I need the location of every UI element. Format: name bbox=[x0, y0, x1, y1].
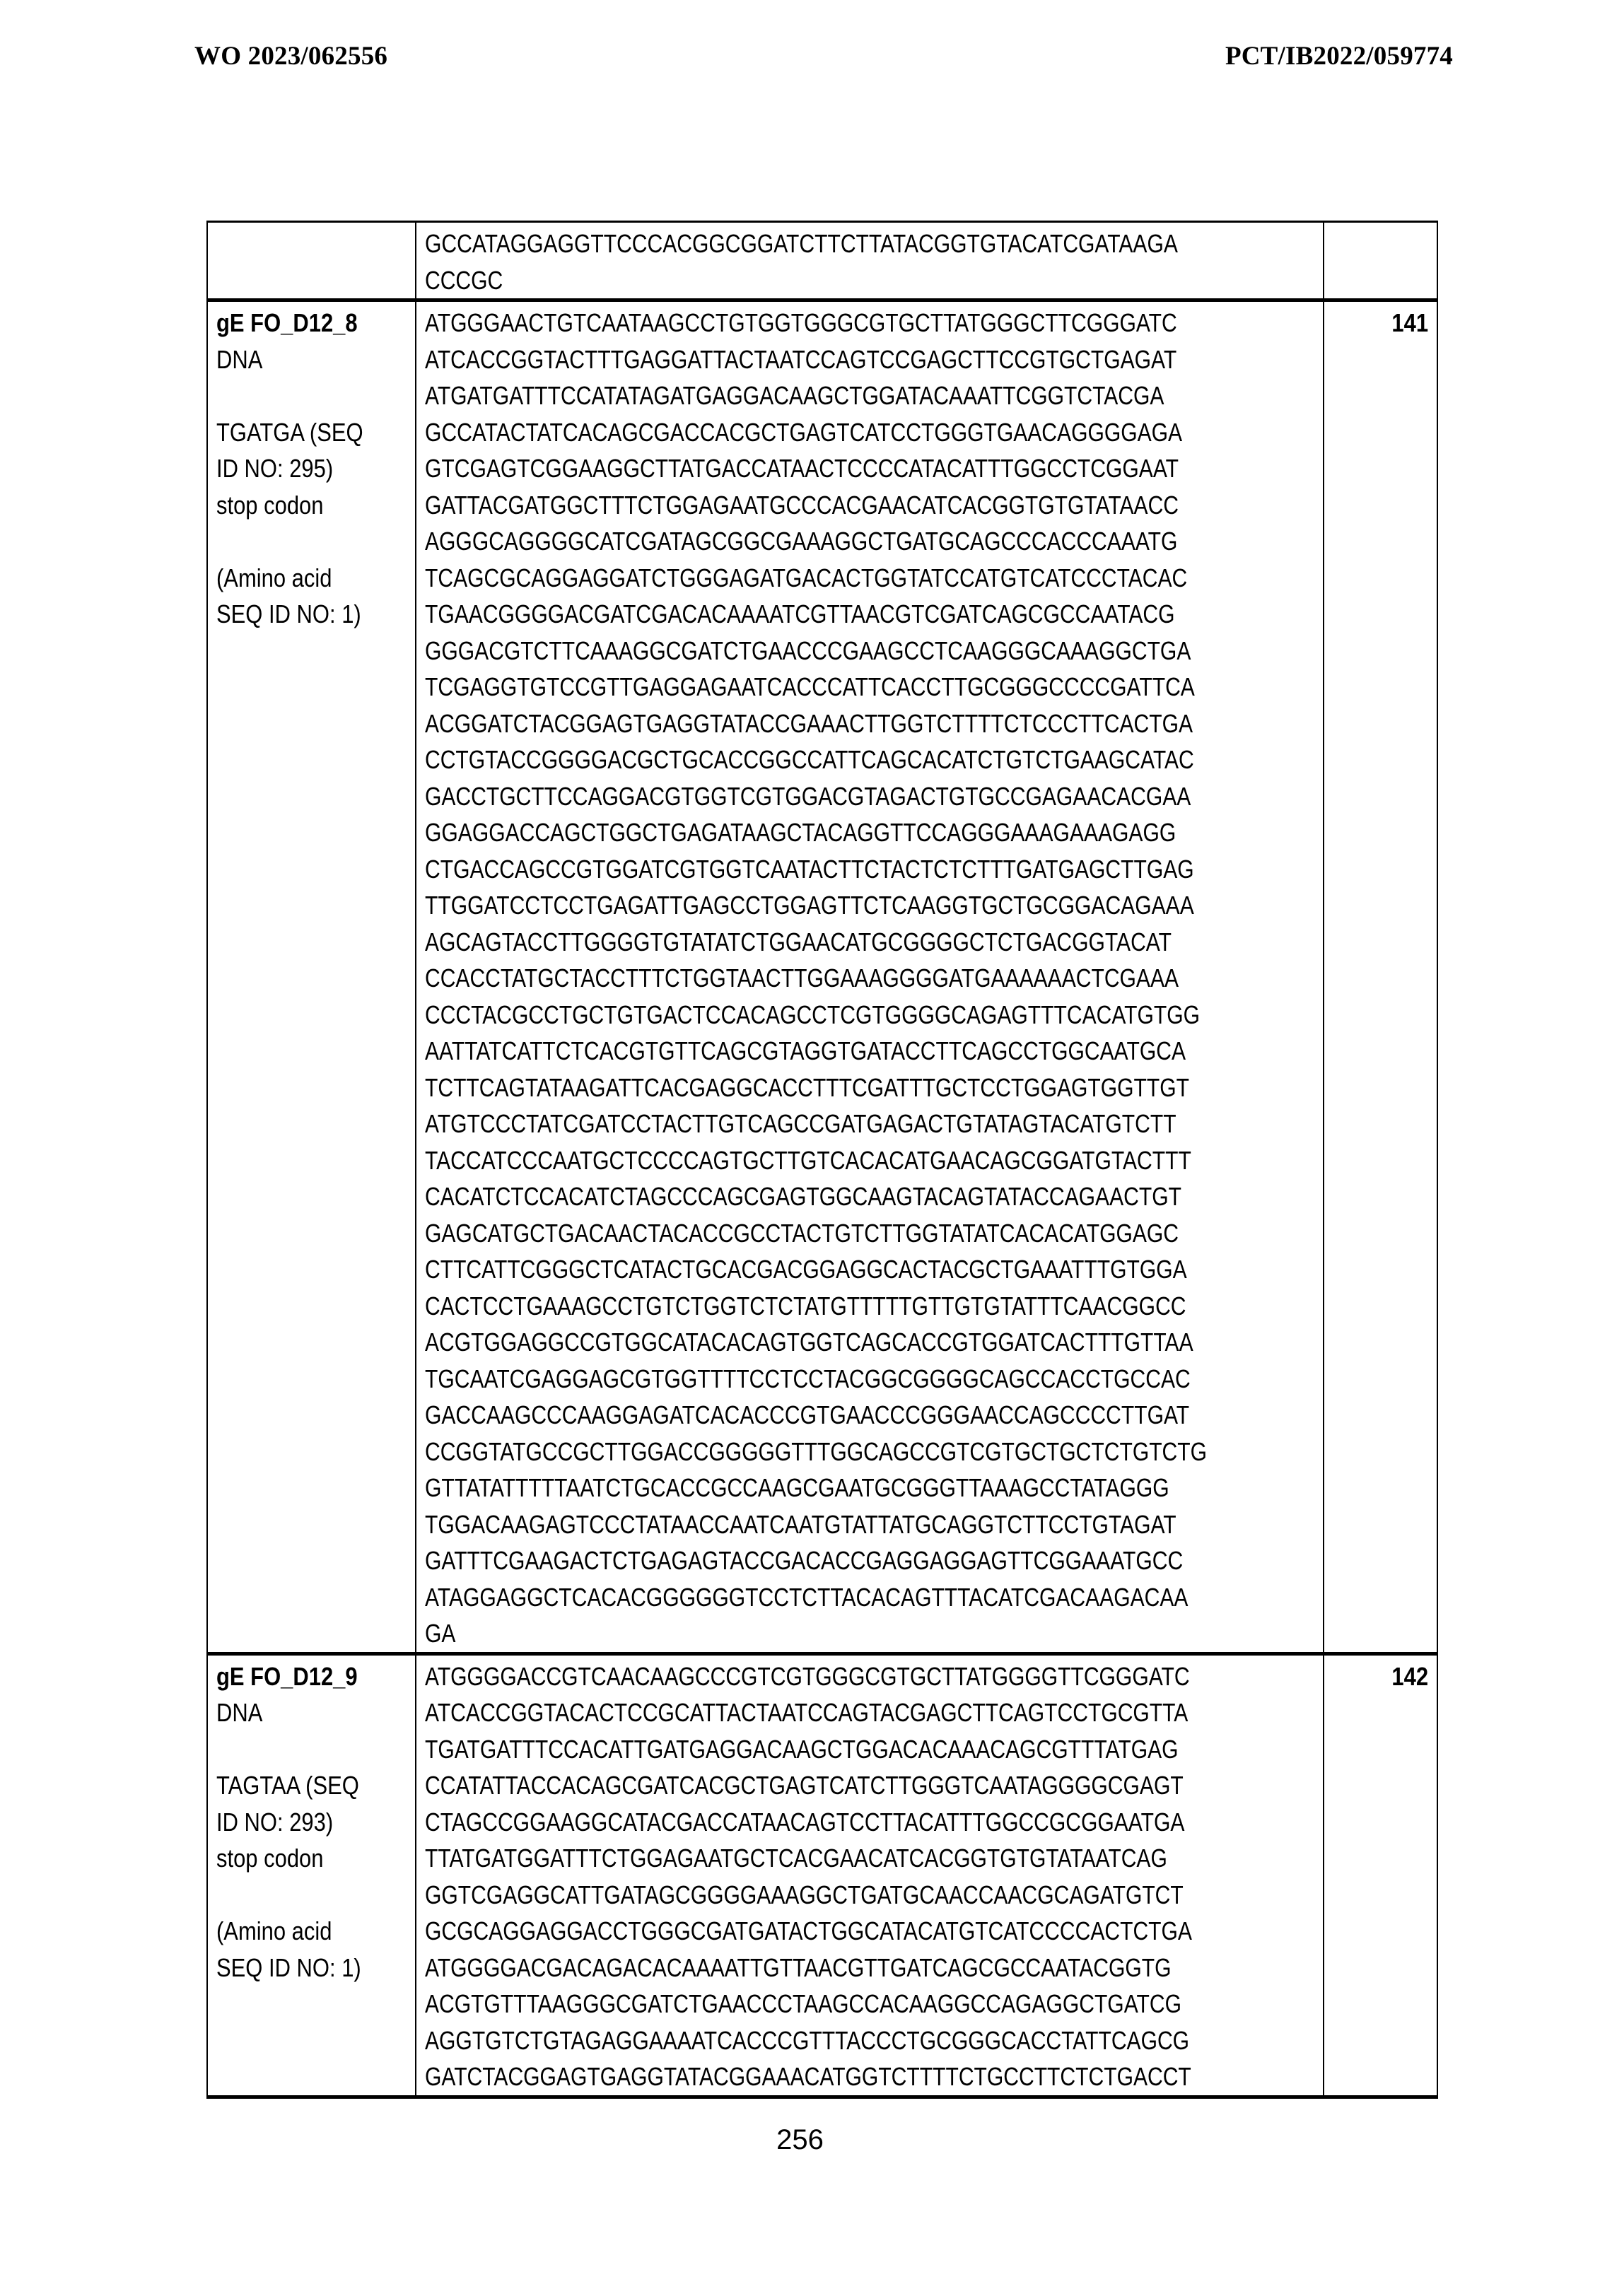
sequence-line: ACGTGGAGGCCGTGGCATACACAGTGGTCAGCACCGTGGATCACTTTGTTAA bbox=[425, 1328, 1193, 1357]
sequence-line: ATAGGAGGCTCACACGGGGGGTCCTCTTACACAGTTTACATCGACAAGACAA bbox=[425, 1582, 1189, 1612]
sequence-line: TTATGATGGATTTCTGGAGAATGCTCACGAACATCACGGTGTGTATAATCAG bbox=[425, 1844, 1167, 1873]
sequence-line: GGGACGTCTTCAAAGGCGATCTGAACCCGAAGCCTCAAGGGCAAAGGCTGA bbox=[425, 636, 1191, 665]
seq-id-cell bbox=[1324, 1653, 1437, 2097]
sequence-line: ATGGGAACTGTCAATAAGCCTGTGGTGGGCGTGCTTATGGGCTTCGGGATC bbox=[425, 308, 1177, 337]
sequence-cell bbox=[416, 222, 1324, 300]
sequence-line: CTAGCCGGAAGGCATACGACCATAACAGTCCTTACATTTGGCCGCGGAATGA bbox=[425, 1807, 1185, 1837]
sequence-line: CACATCTCCACATCTAGCCCAGCGAGTGGCAAGTACAGTATACCAGAACTGT bbox=[425, 1182, 1181, 1211]
construct-description-line: DNA bbox=[216, 1698, 263, 1727]
construct-description-line: stop codon bbox=[216, 490, 324, 520]
sequence-line: GATCTACGGAGTGAGGTATACGGAAACATGGTCTTTTCTGCCTTCTCTGACCT bbox=[425, 2062, 1191, 2091]
construct-description-line: DNA bbox=[216, 344, 263, 374]
sequence-line: CCCTACGCCTGCTGTGACTCCACAGCCTCGTGGGGCAGAGTTTCACATGTGG bbox=[425, 1000, 1201, 1029]
construct-description-line: TAGTAA (SEQ bbox=[216, 1771, 359, 1800]
sequence-line: CCTGTACCGGGGACGCTGCACCGGCCATTCAGCACATCTGTCTGAAGCATAC bbox=[425, 745, 1194, 774]
sequence-line: TGCAATCGAGGAGCGTGGTTTTCCTCCTACGGCGGGGCAGCCACCTGCCAC bbox=[425, 1364, 1191, 1393]
sequence-line: ATCACCGGTACTTTGAGGATTACTAATCCAGTCCGAGCTTCCGTGCTGAGAT bbox=[425, 344, 1177, 374]
sequence-line: GA bbox=[425, 1619, 456, 1648]
sequence-line: ATGATGATTTCCATATAGATGAGGACAAGCTGGATACAAATTCGGTCTACGA bbox=[425, 381, 1164, 410]
sequence-line: TACCATCCCAATGCTCCCCAGTGCTTGTCACACATGAACAGCGGATGTACTTT bbox=[425, 1145, 1191, 1175]
sequence-line: ATCACCGGTACACTCCGCATTACTAATCCAGTACGAGCTTCAGTCCTGCGTTA bbox=[425, 1698, 1189, 1727]
sequence-line: AGGTGTCTGTAGAGGAAAATCACCCGTTTACCCTGCGGGCACCTATTCAGCG bbox=[425, 2025, 1190, 2055]
sequence-line: ATGGGGACGACAGACACAAAATTGTTAACGTTGATCAGCGCCAATACGGTG bbox=[425, 1952, 1172, 1982]
sequence-line: TTGGATCCTCCTGAGATTGAGCCTGGAGTTCTCAAGGTGCTGCGGACAGAAA bbox=[425, 891, 1194, 920]
sequence-line: TGGACAAGAGTCCCTATAACCAATCAATGTATTATGCAGGTCTTCCTGTAGAT bbox=[425, 1509, 1176, 1539]
construct-description-line: SEQ ID NO: 1) bbox=[216, 1952, 361, 1982]
sequence-line: TCGAGGTGTCCGTTGAGGAGAATCACCCATTCACCTTGCGGGCCCCGATTCA bbox=[425, 672, 1195, 701]
sequence-line: GCCATAGGAGGTTCCCACGGCGGATCTTCTTATACGGTGTACATCGATAAGA bbox=[425, 229, 1178, 258]
construct-description-line bbox=[216, 1731, 407, 1768]
application-number: PCT/IB2022/059774 bbox=[1225, 42, 1453, 71]
publication-number: WO 2023/062556 bbox=[194, 42, 388, 71]
sequence-line: ATGGGGACCGTCAACAAGCCCGTCGTGGGCGTGCTTATGGGGTTCGGGATC bbox=[425, 1661, 1190, 1691]
construct-name: gE FO_D12_9 bbox=[216, 1661, 358, 1691]
sequence-line: CTTCATTCGGGCTCATACTGCACGACGGAGGCACTACGCTGAAATTTGTGGA bbox=[425, 1255, 1187, 1284]
sequence-line: CCCGC bbox=[425, 265, 503, 295]
construct-description-line: (Amino acid bbox=[216, 563, 332, 592]
construct-label-cell bbox=[207, 222, 416, 300]
sequence-line: AGGGCAGGGGCATCGATAGCGGCGAAAGGCTGATGCAGCCCACCCAAATG bbox=[425, 527, 1178, 556]
sequence-line: TGAACGGGGACGATCGACACAAAATCGTTAACGTCGATCAGCGCCAATACG bbox=[425, 599, 1175, 628]
table-row bbox=[207, 222, 1437, 300]
seq-id-number: 141 bbox=[1391, 308, 1428, 337]
sequence-line: GCGCAGGAGGACCTGGGCGATGATACTGGCATACATGTCATCCCCACTCTGA bbox=[425, 1916, 1192, 1945]
table-row bbox=[207, 1653, 1437, 2097]
construct-description-line: stop codon bbox=[216, 1844, 324, 1873]
sequence-line: GGTCGAGGCATTGATAGCGGGGAAAGGCTGATGCAACCAACGCAGATGTCT bbox=[425, 1880, 1184, 1909]
construct-description-line: ID NO: 295) bbox=[216, 454, 334, 483]
page-number: 256 bbox=[776, 2124, 824, 2155]
sequence-line: GAGCATGCTGACAACTACACCGCCTACTGTCTTGGTATATCACACATGGAGC bbox=[425, 1218, 1179, 1248]
sequence-cell bbox=[416, 300, 1324, 1654]
sequence-line: TCAGCGCAGGAGGATCTGGGAGATGACACTGGTATCCATGTCATCCCTACAC bbox=[425, 563, 1188, 592]
sequence-table-body bbox=[207, 222, 1437, 2097]
seq-id-number: 142 bbox=[1391, 1661, 1428, 1691]
construct-description-line bbox=[216, 523, 407, 560]
seq-id-cell bbox=[1324, 300, 1437, 1654]
construct-label-cell bbox=[207, 300, 416, 1654]
sequence-line: GATTACGATGGCTTTCTGGAGAATGCCCACGAACATCACGGTGTGTATAACC bbox=[425, 490, 1179, 520]
sequence-line: GTCGAGTCGGAAGGCTTATGACCATAACTCCCCATACATTTGGCCTCGGAAT bbox=[425, 454, 1179, 483]
sequence-line: TCTTCAGTATAAGATTCACGAGGCACCTTTCGATTTGCTCCTGGAGTGGTTGT bbox=[425, 1072, 1189, 1102]
sequence-line: GGAGGACCAGCTGGCTGAGATAAGCTACAGGTTCCAGGGAAAGAAAGAGG bbox=[425, 818, 1176, 847]
sequence-line: AGCAGTACCTTGGGGTGTATATCTGGAACATGCGGGGCTCTGACGGTACAT bbox=[425, 927, 1172, 956]
sequence-line: ACGTGTTTAAGGGCGATCTGAACCCTAAGCCACAAGGCCAGAGGCTGATCG bbox=[425, 1989, 1181, 2018]
sequence-table bbox=[206, 221, 1438, 2099]
sequence-line: CCGGTATGCCGCTTGGACCGGGGGTTTGGCAGCCGTCGTGCTGCTCTGTCTG bbox=[425, 1436, 1208, 1466]
sequence-line: ATGTCCCTATCGATCCTACTTGTCAGCCGATGAGACTGTATAGTACATGTCTT bbox=[425, 1109, 1176, 1138]
table-row bbox=[207, 300, 1437, 1654]
sequence-line: CCACCTATGCTACCTTTCTGGTAACTTGGAAAGGGGATGAAAAAACTCGAAA bbox=[425, 964, 1179, 992]
construct-description-line: TGATGA (SEQ bbox=[216, 417, 363, 447]
construct-label-cell bbox=[207, 1653, 416, 2097]
construct-description-line: ID NO: 293) bbox=[216, 1807, 334, 1837]
sequence-line: GATTTCGAAGACTCTGAGAGTACCGACACCGAGGAGGAGTTCGGAAATGCC bbox=[425, 1546, 1184, 1575]
sequence-cell bbox=[416, 1653, 1324, 2097]
sequence-line: GACCTGCTTCCAGGACGTGGTCGTGGACGTAGACTGTGCCGAGAACACGAA bbox=[425, 781, 1191, 811]
construct-description-line: (Amino acid bbox=[216, 1916, 332, 1945]
seq-id-cell bbox=[1324, 222, 1437, 300]
sequence-line: AATTATCATTCTCACGTGTTCAGCGTAGGTGATACCTTCAGCCTGGCAATGCA bbox=[425, 1036, 1186, 1065]
sequence-line: CCATATTACCACAGCGATCACGCTGAGTCATCTTGGGTCAATAGGGGCGAGT bbox=[425, 1771, 1184, 1800]
sequence-line: CTGACCAGCCGTGGATCGTGGTCAATACTTCTACTCTCTTTGATGAGCTTGAG bbox=[425, 854, 1194, 884]
sequence-line: GTTATATTTTTAATCTGCACCGCCAAGCGAATGCGGGTTAAAGCCTATAGGG bbox=[425, 1473, 1169, 1502]
construct-description-line: SEQ ID NO: 1) bbox=[216, 599, 361, 628]
construct-name: gE FO_D12_8 bbox=[216, 308, 358, 337]
sequence-line: TGATGATTTCCACATTGATGAGGACAAGCTGGACACAAACAGCGTTTATGAG bbox=[425, 1734, 1179, 1764]
sequence-line: CACTCCTGAAAGCCTGTCTGGTCTCTATGTTTTTGTTGTGTATTTCAACGGCC bbox=[425, 1291, 1186, 1320]
construct-description-line bbox=[216, 377, 407, 414]
sequence-line: GCCATACTATCACAGCGACCACGCTGAGTCATCCTGGGTGAACAGGGGAGA bbox=[425, 417, 1183, 447]
sequence-line: ACGGATCTACGGAGTGAGGTATACCGAAACTTGGTCTTTTCTCCCTTCACTGA bbox=[425, 708, 1193, 738]
construct-description-line bbox=[216, 1877, 407, 1914]
sequence-line: GACCAAGCCCAAGGAGATCACACCCGTGAACCCGGGAACCAGCCCCTTGAT bbox=[425, 1400, 1190, 1429]
